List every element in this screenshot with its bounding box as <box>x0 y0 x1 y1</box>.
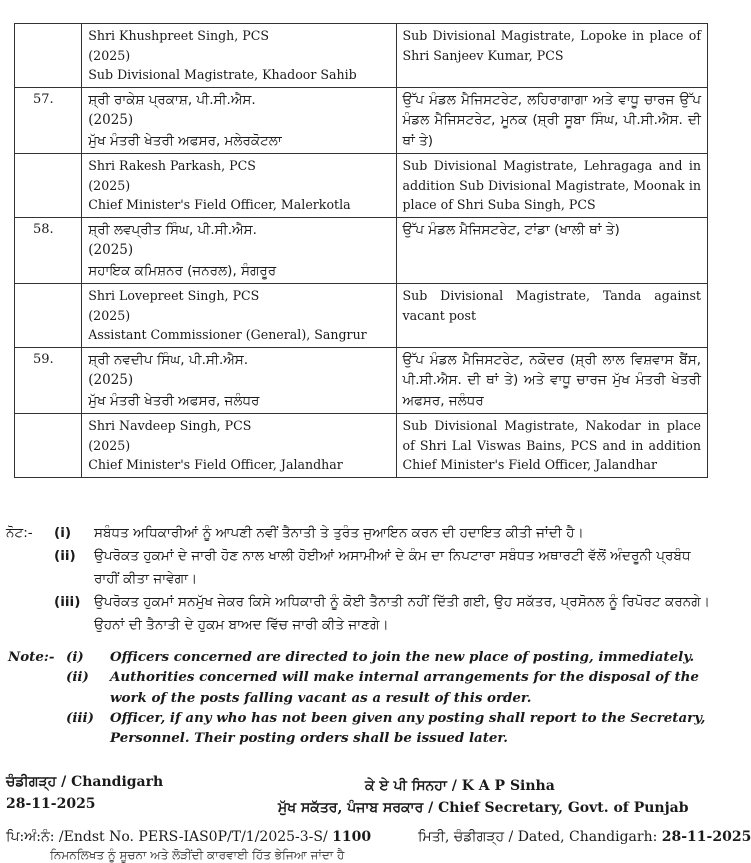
officer-name-cell <box>82 414 396 478</box>
cutoff-text-line <box>50 848 450 863</box>
endorsement-number: 1100 <box>332 829 372 845</box>
officer-name: ਸ਼੍ਰੀ ਲਵਪ੍ਰੀਤ ਸਿੰਘ, ਪੀ.ਸੀ.ਐਸ. <box>88 221 257 238</box>
batch-year: (2025) <box>88 242 134 258</box>
note-text: ਉਪਰੋਕਤ ਹੁਕਮਾਂ ਸਨਮੁੱਖ ਜੇਕਰ ਕਿਸੇ ਅਧਿਕਾਰੀ ਨੂੰ ਕੋਈ ਤੈਨਾਤੀ ਨਹੀਂ ਦਿੱਤੀ ਗਈ, ਉਹ ਸਕੱਤਰ, ਪ੍ਰਸੋਨਲ ਨੂੰ ਰਿਪੋਰਟ ਕਰਨਗੇ। ਉਹਨਾਂ ਦੀ ਤੈਨਾਤੀ ਦੇ ਹੁਕਮ ਬਾਅਦ ਵਿੱਚ ਜਾਰੀ ਕੀਤੇ ਜਾਣਗੇ। <box>94 594 710 633</box>
dated-label: ਮਿਤੀ, ਚੰਡੀਗੜ੍ਹ / Dated, Chandigarh: <box>418 829 662 845</box>
table-row <box>15 284 708 348</box>
note-en-1 <box>8 647 713 667</box>
new-posting-cell <box>396 284 708 348</box>
officer-name: Shri Rakesh Parkash, PCS <box>88 158 256 173</box>
batch-year: (2025) <box>88 112 134 128</box>
new-posting-cell <box>396 414 708 478</box>
serial-number-cell <box>15 414 82 478</box>
new-posting: ਉੱਪ ਮੰਡਲ ਮੈਜਿਸਟਰੇਟ, ਟਾਂਡਾ (ਖਾਲੀ ਥਾਂ ਤੇ) <box>402 221 620 238</box>
note-number: (i) <box>54 525 72 541</box>
officer-name-cell <box>82 217 396 284</box>
table-row <box>15 347 708 414</box>
new-posting: ਉੱਪ ਮੰਡਲ ਮੈਜਿਸਟਰੇਟ, ਨਕੋਦਰ (ਸ਼੍ਰੀ ਲਾਲ ਵਿਸ਼ਵਾਸ ਬੈਂਸ, ਪੀ.ਸੀ.ਐਸ. ਦੀ ਥਾਂ ਤੇ) ਅਤੇ ਵਾਧੂ ਚਾਰਜ ਮੁੱਖ ਮੰਤਰੀ ਖੇਤਰੀ ਅਫਸਰ, ਜਲੰਧਰ <box>402 351 701 409</box>
table-row <box>15 24 708 88</box>
note-text: Authorities concerned will make internal arrangements for the disposal of the work of the posts falling vacant as a result of this order. <box>110 669 699 706</box>
note-text: Officers concerned are directed to join the new place of posting, immediately. <box>110 649 695 665</box>
current-post: ਮੁੱਖ ਮੰਤਰੀ ਖੇਤਰੀ ਅਫਸਰ, ਮਲੇਰਕੋਟਲਾ <box>88 132 282 149</box>
officer-name-cell <box>82 87 396 154</box>
officer-name: Shri Lovepreet Singh, PCS <box>88 288 260 303</box>
current-post: Chief Minister's Field Officer, Malerkotla <box>88 197 351 212</box>
current-post: Assistant Commissioner (General), Sangrur <box>88 327 367 342</box>
note-pa-2 <box>6 545 716 591</box>
batch-year: (2025) <box>88 307 131 323</box>
new-posting: ਉੱਪ ਮੰਡਲ ਮੈਜਿਸਟਰੇਟ, ਲਹਿਰਾਗਾਗਾ ਅਤੇ ਵਾਧੂ ਚਾਰਜ ਉੱਪ ਮੰਡਲ ਮੈਜਿਸਟਰੇਟ, ਮੂਨਕ (ਸ਼੍ਰੀ ਸੂਬਾ ਸਿੰਘ, ਪੀ.ਸੀ.ਐਸ. ਦੀ ਥਾਂ ਤੇ) <box>402 91 701 149</box>
serial-number-cell: 58. <box>15 217 82 284</box>
officer-name-cell <box>82 24 396 88</box>
notes-english <box>8 647 713 748</box>
new-posting-cell <box>396 347 708 414</box>
signatory-name: ਕੇ ਏ ਪੀ ਸਿਨਹਾ / K A P Sinha <box>365 778 555 794</box>
serial-number-cell <box>15 24 82 88</box>
signature-date: 28-11-2025 <box>6 796 96 812</box>
batch-year: (2025) <box>88 47 131 63</box>
current-post: ਮੁੱਖ ਮੰਤਰੀ ਖੇਤਰੀ ਅਫਸਰ, ਜਲੰਧਰ <box>88 392 260 409</box>
officer-name: ਸ਼੍ਰੀ ਨਵਦੀਪ ਸਿੰਘ, ਪੀ.ਸੀ.ਐਸ. <box>88 351 249 368</box>
current-post: Sub Divisional Magistrate, Khadoor Sahib <box>88 67 357 82</box>
batch-year: (2025) <box>88 437 131 453</box>
note-number: (i) <box>66 649 84 665</box>
endorsement-prefix: ਪਿ:ਅੰ:ਨੰ: /Endst No. PERS-IAS0P/T/1/2025-3-S/ <box>6 829 333 845</box>
note-number: (iii) <box>54 594 81 610</box>
note-pa-3 <box>6 591 716 637</box>
batch-year: (2025) <box>88 372 134 388</box>
new-posting-cell <box>396 24 708 88</box>
note-number: (iii) <box>66 709 94 726</box>
new-posting: Sub Divisional Magistrate, Nakodar in place of Shri Lal Viswas Bains, PCS and in addition Chief Minister's Field Officer, Jalandhar <box>402 418 701 472</box>
endorsement-line <box>6 829 751 845</box>
current-post: ਸਹਾਇਕ ਕਮਿਸ਼ਨਰ (ਜਨਰਲ), ਸੰਗਰੂਰ <box>88 262 277 279</box>
officer-name-cell <box>82 284 396 348</box>
signatory-designation: ਮੁੱਖ ਸਕੱਤਰ, ਪੰਜਾਬ ਸਰਕਾਰ / Chief Secretary, Govt. of Punjab <box>278 800 689 816</box>
note-en-2 <box>8 667 713 708</box>
officer-name: Shri Khushpreet Singh, PCS <box>88 28 269 43</box>
table-row <box>15 217 708 284</box>
new-posting-cell <box>396 217 708 284</box>
note-text: ਸਬੰਧਤ ਅਧਿਕਾਰੀਆਂ ਨੂੰ ਆਪਣੀ ਨਵੀਂ ਤੈਨਾਤੀ ਤੇ ਤੁਰੰਤ ਜੁਆਇਨ ਕਰਨ ਦੀ ਹਦਾਇਤ ਕੀਤੀ ਜਾਂਦੀ ਹੈ। <box>94 525 584 541</box>
notes-english-label: Note:- <box>8 649 55 665</box>
notes-punjabi <box>6 522 716 637</box>
new-posting-cell <box>396 154 708 218</box>
table-row <box>15 87 708 154</box>
note-number: (ii) <box>54 548 76 564</box>
new-posting: Sub Divisional Magistrate, Lehragaga and in addition Sub Divisional Magistrate, Moonak in place of Shri Suba Singh, PCS <box>402 158 701 212</box>
officer-name: ਸ਼੍ਰੀ ਰਾਕੇਸ਼ ਪ੍ਰਕਾਸ਼, ਪੀ.ਸੀ.ਐਸ. <box>88 91 256 108</box>
batch-year: (2025) <box>88 177 131 193</box>
notes-punjabi-label: ਨੋਟ:- <box>6 525 33 541</box>
current-post: Chief Minister's Field Officer, Jalandhar <box>88 457 343 472</box>
signature-place: ਚੰਡੀਗੜ੍ਹ / Chandigarh <box>6 774 164 790</box>
serial-number-cell: 59. <box>15 347 82 414</box>
dated-value: 28-11-2025 <box>661 829 751 845</box>
officer-name-cell <box>82 347 396 414</box>
new-posting-cell <box>396 87 708 154</box>
serial-number-cell <box>15 284 82 348</box>
officer-name-cell <box>82 154 396 218</box>
note-text: Officer, if any who has not been given any posting shall report to the Secretary, Personnel. Their posting orders shall be issued later. <box>110 709 706 747</box>
serial-number-cell <box>15 154 82 218</box>
officer-name: Shri Navdeep Singh, PCS <box>88 418 252 433</box>
serial-number-cell: 57. <box>15 87 82 154</box>
note-en-3 <box>8 708 713 749</box>
cutoff-text: ਨਿਮਨਲਿਖਤ ਨੂੰ ਸੂਚਨਾ ਅਤੇ ਲੋੜੀਂਦੀ ਕਾਰਵਾਈ ਹਿੱਤ ਭੇਜਿਆ ਜਾਂਦਾ ਹੈ <box>50 848 345 862</box>
note-pa-1 <box>6 522 716 545</box>
new-posting: Sub Divisional Magistrate, Tanda against vacant post <box>402 288 701 323</box>
note-number: (ii) <box>66 669 89 686</box>
table-row <box>15 414 708 478</box>
new-posting: Sub Divisional Magistrate, Lopoke in place of Shri Sanjeev Kumar, PCS <box>402 28 701 63</box>
postings-table <box>14 23 708 478</box>
note-text: ਉਪਰੋਕਤ ਹੁਕਮਾਂ ਦੇ ਜਾਰੀ ਹੋਣ ਨਾਲ ਖਾਲੀ ਹੋਈਆਂ ਅਸਾਮੀਆਂ ਦੇ ਕੰਮ ਦਾ ਨਿਪਟਾਰਾ ਸਬੰਧਤ ਅਥਾਰਟੀ ਵੱਲੋਂ ਅੰਦਰੂਨੀ ਪ੍ਰਬੰਧ ਰਾਹੀਂ ਕੀਤਾ ਜਾਵੇਗਾ। <box>94 548 691 587</box>
table-row <box>15 154 708 218</box>
